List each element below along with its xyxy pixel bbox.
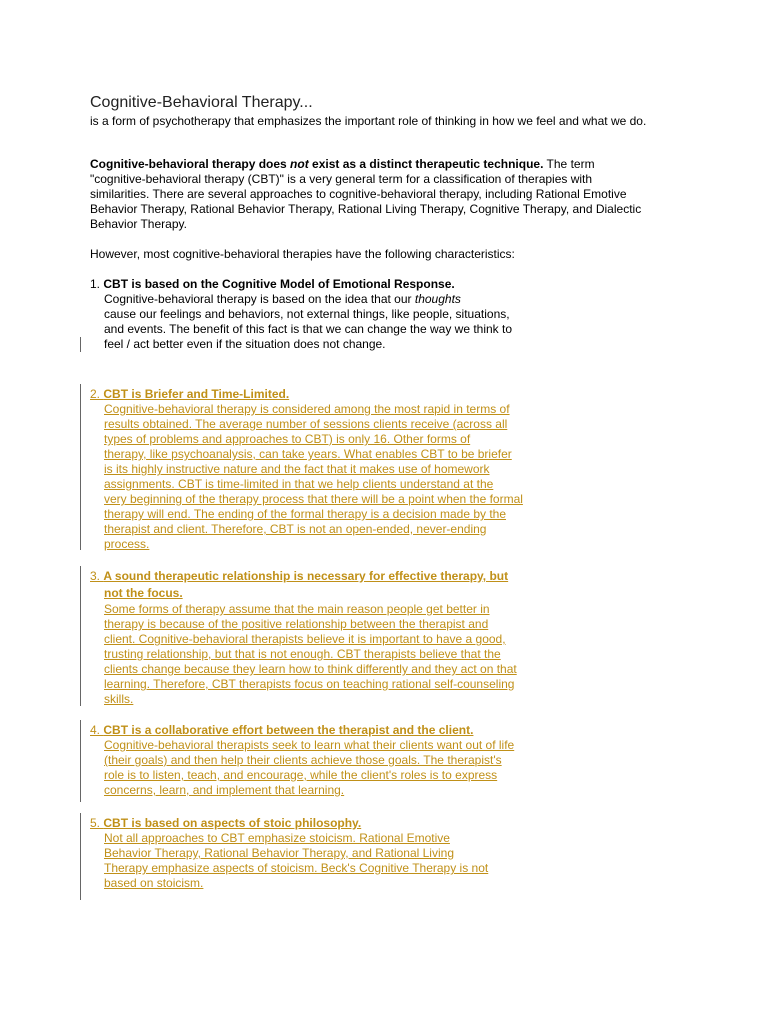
item-text: therapist and client. Therefore, CBT is not an open-ended, never-ending — [104, 522, 487, 536]
item-text: therapy is because of the positive relationship between the therapist and — [104, 617, 489, 631]
item-text: Behavior Therapy, Rational Behavior Therapy, and Rational Living — [104, 846, 454, 860]
intro-bold-b: exist as a distinct therapeutic technique. — [308, 157, 544, 171]
item-text: types of problems and approaches to CBT) is only 16. Other forms of — [104, 432, 471, 446]
item-text: Cognitive-behavioral therapy is based on the idea that our — [104, 292, 415, 306]
item-number: 5. — [90, 816, 101, 830]
intro-line: Behavior Therapy, Rational Behavior Therapy, Rational Living Therapy, Cognitive Therapy, and Dialectic — [90, 202, 642, 216]
item-text: process. — [104, 537, 150, 551]
item-text: feel / act better even if the situation does not change. — [104, 337, 386, 351]
item-heading: A sound therapeutic relationship is necessary for effective therapy, but — [103, 569, 509, 583]
item-text: role is to listen, teach, and encourage, while the client's roles is to express — [104, 768, 498, 782]
item-heading: CBT is based on aspects of stoic philosophy. — [103, 816, 362, 830]
intro-bold-em: not — [290, 157, 309, 171]
item-text: client. Cognitive-behavioral therapists believe it is important to have a good, — [104, 632, 506, 646]
item-heading-cont: not the focus. — [104, 586, 183, 600]
item-text: Cognitive-behavioral therapists seek to learn what their clients want out of life — [104, 738, 515, 752]
item-text: very beginning of the therapy process that there will be a point when the formal — [104, 492, 523, 506]
intro-line: "cognitive-behavioral therapy (CBT)" is a very general term for a classification of therapies with — [90, 172, 593, 186]
item-text: clients change because they learn how to think differently and they act on that — [104, 662, 517, 676]
change-bar — [80, 337, 81, 352]
item-text: Cognitive-behavioral therapy is considered among the most rapid in terms of — [104, 402, 510, 416]
page-title: Cognitive-Behavioral Therapy... — [90, 94, 313, 111]
item-number: 2. — [90, 387, 101, 401]
item-heading: CBT is based on the Cognitive Model of Emotional Response. — [103, 277, 455, 291]
item-text: based on stoicism. — [104, 876, 204, 890]
change-bar — [80, 566, 81, 706]
subtitle: is a form of psychotherapy that emphasizes the important role of thinking in how we feel and what we do. — [90, 114, 647, 128]
intro-line: similarities. There are several approaches to cognitive-behavioral therapy, including Rational Emotive — [90, 187, 627, 201]
item-text: learning. Therefore, CBT therapists focus on teaching rational self-counseling — [104, 677, 515, 691]
item-text: cause our feelings and behaviors, not external things, like people, situations, — [104, 307, 510, 321]
intro-rest: The term — [543, 157, 595, 171]
change-bar — [80, 720, 81, 802]
item-text: and events. The benefit of this fact is that we can change the way we think to — [104, 322, 513, 336]
change-bar — [80, 384, 81, 550]
change-bar — [80, 813, 81, 900]
item-text: results obtained. The average number of sessions clients receive (across all — [104, 417, 508, 431]
item-text: is its highly instructive nature and the fact that it makes use of homework — [104, 462, 490, 476]
item-text: trusting relationship, but that is not enough. CBT therapists believe that the — [104, 647, 501, 661]
item-text: therapy, like psychoanalysis, can take years. What enables CBT to be briefer — [104, 447, 512, 461]
item-text: Not all approaches to CBT emphasize stoicism. Rational Emotive — [104, 831, 450, 845]
item-number: 1. — [90, 277, 101, 291]
item-text: assignments. CBT is time-limited in that we help clients understand at the — [104, 477, 494, 491]
intro-bold-a: Cognitive-behavioral therapy does — [90, 157, 291, 171]
lead-in: However, most cognitive-behavioral therapies have the following characteristics: — [90, 247, 515, 261]
item-text: Therapy emphasize aspects of stoicism. Beck's Cognitive Therapy is not — [104, 861, 489, 875]
item-text: therapy will end. The ending of the formal therapy is a decision made by the — [104, 507, 507, 521]
item-number: 4. — [90, 723, 101, 737]
intro-line: Behavior Therapy. — [90, 217, 187, 231]
item-text: Some forms of therapy assume that the main reason people get better in — [104, 602, 490, 616]
item-heading: CBT is Briefer and Time-Limited. — [103, 387, 290, 401]
item-text: skills. — [104, 692, 134, 706]
item-heading: CBT is a collaborative effort between the therapist and the client. — [103, 723, 474, 737]
item-text: (their goals) and then help their clients achieve those goals. The therapist's — [104, 753, 502, 767]
item-text: concerns, learn, and implement that learning. — [104, 783, 345, 797]
item-number: 3. — [90, 569, 101, 583]
item-text-emphasis: thoughts — [414, 292, 461, 306]
